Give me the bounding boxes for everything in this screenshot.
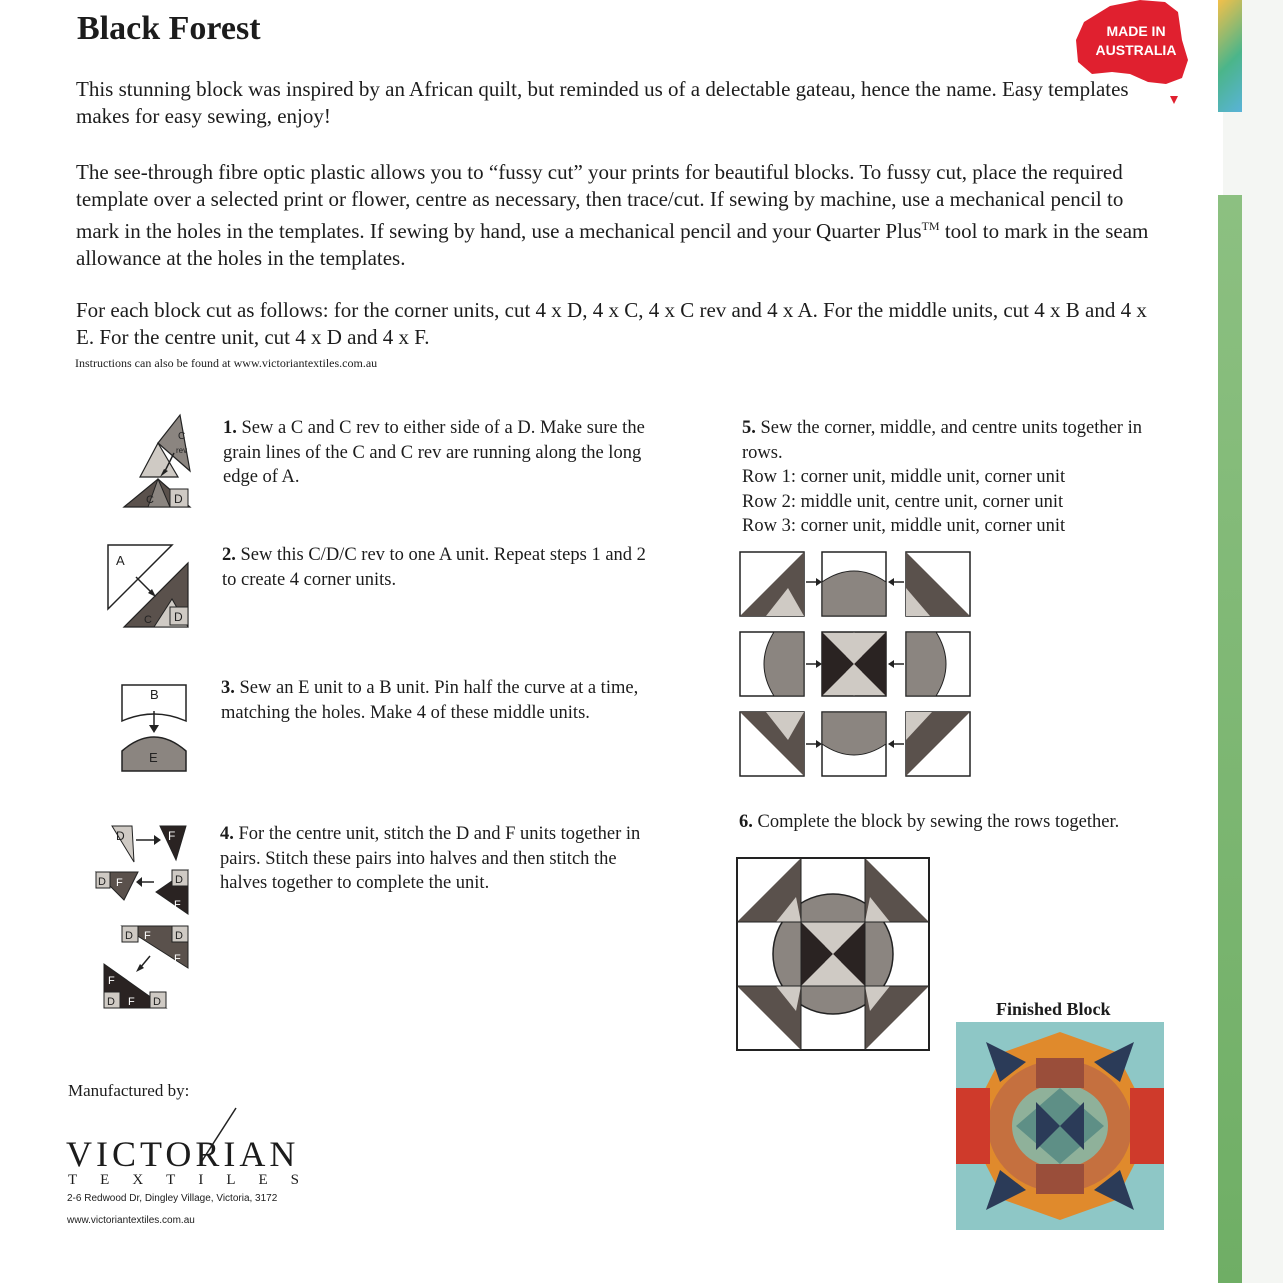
arrow-head-icon-r1b [888, 578, 894, 586]
intro-paragraph: This stunning block was inspired by an African quilt, but reminded us of a delectable gateau, hence the name. Easy templates makes for easy sewing, enjoy! [76, 77, 1129, 128]
step-4-diagram [94, 822, 194, 1014]
fussy-cut-paragraph [76, 159, 1156, 272]
middle-bottom-curve [822, 712, 886, 755]
step-5-number: 5. [742, 418, 756, 438]
arrow-head-icon-r3a [816, 740, 822, 748]
tasmania-icon [1170, 96, 1178, 104]
d-label: D [174, 492, 183, 506]
finished-block-photo [956, 1022, 1164, 1230]
step-1-diagram [118, 413, 198, 513]
cutting-paragraph: For each block cut as follows: for the corner units, cut 4 x D, 4 x C, 4 x C rev and 4 x A. For the middle units, cut 4 x B and 4 x E. For the centre unit, cut 4 x D and 4 x F. [76, 298, 1147, 349]
d-label-a: D [116, 829, 125, 843]
e-label: E [149, 750, 158, 765]
row-2 [740, 632, 970, 696]
badge-line2: AUSTRALIA [1095, 42, 1177, 58]
f-label-a: F [168, 829, 176, 843]
f-label-c: F [174, 899, 181, 911]
finished-block-caption: Finished Block [996, 999, 1111, 1019]
c-label-3: C [144, 614, 152, 626]
step-5 [742, 416, 1182, 539]
step-5-rows-diagram [736, 548, 976, 780]
step-6 [739, 810, 1189, 835]
step-6-block-diagram [736, 857, 932, 1053]
arrow-head-icon-r3b [888, 740, 894, 748]
step-1 [223, 416, 653, 490]
step-3-number: 3. [221, 678, 235, 698]
step-1-number: 1. [223, 418, 237, 438]
step-5-row-1: Row 1: corner unit, middle unit, corner unit [742, 467, 1066, 487]
step-4 [220, 822, 650, 896]
c-label-2: C [146, 494, 154, 506]
page-title: Black Forest [77, 10, 261, 47]
arrow-head-icon-r2a [816, 660, 822, 668]
step-3-text: Sew an E unit to a B unit. Pin half the curve at a time, matching the holes. Make 4 of these middle units. [221, 678, 639, 723]
b-label: B [150, 687, 159, 702]
badge-line1: MADE IN [1106, 23, 1166, 39]
f-label-d: F [144, 930, 151, 942]
website-note: Instructions can also be found at www.victoriantextiles.com.au [75, 356, 378, 370]
fussy-cut-text: The see-through fibre optic plastic allows you to “fussy cut” your prints for beautiful blocks. To fussy cut, place the required template over a selected print or flower, centre as necessary, then trace/cut. If sewing by machine, use a mechanical pencil to mark in the holes in the templates. If sewing by hand, use a mechanical pencil and your Quarter Plus [76, 160, 1124, 243]
middle-left-curve [764, 632, 804, 696]
manufactured-by-label: Manufactured by: [68, 1081, 190, 1100]
photo-brown-top [1036, 1058, 1084, 1088]
step-4-text: For the centre unit, stitch the D and F units together in pairs. Stitch these pairs into halves and then stitch the halves together to complete the unit. [220, 824, 641, 893]
arrow-head-icon-3 [149, 725, 159, 733]
d-label-2: D [174, 610, 183, 624]
manufacturer-address: 2-6 Redwood Dr, Dingley Village, Victoria, 3172 [67, 1193, 278, 1204]
step-2 [222, 543, 652, 592]
photo-red-right [1130, 1088, 1164, 1164]
step-2-diagram [106, 543, 198, 629]
d-label-g: D [153, 996, 161, 1008]
d-label-d: D [125, 930, 133, 942]
f-label-f: F [108, 975, 115, 987]
d-label-f: D [107, 996, 115, 1008]
step-3-diagram [120, 683, 190, 775]
step-5-row-2: Row 2: middle unit, centre unit, corner unit [742, 491, 1064, 512]
d-label-c: D [175, 874, 183, 886]
manufacturer-website: www.victoriantextiles.com.au [67, 1215, 195, 1226]
corner-color-strip [1218, 0, 1242, 112]
middle-top-curve [822, 571, 886, 616]
d-label-b: D [98, 876, 106, 888]
trademark-mark: TM [921, 219, 940, 233]
c-label: C [178, 431, 186, 442]
photo-red-left [956, 1088, 990, 1164]
step-1-text: Sew a C and C rev to either side of a D. Make sure the grain lines of the C and C rev are running along the long edge of A. [223, 418, 645, 487]
manufacturer-name: VICTORIAN [66, 1134, 300, 1174]
arrow-line-2 [136, 577, 152, 593]
fussy-cut-text-end: tool to mark in the seam allowance at the holes in the templates. [76, 219, 1149, 270]
d-label-e: D [175, 930, 183, 942]
step-3 [221, 676, 651, 725]
green-side-band [1218, 195, 1242, 1283]
photo-brown-bottom [1036, 1164, 1084, 1194]
row-1 [740, 552, 970, 616]
arrow-head-icon-4b [136, 877, 142, 887]
f-label-e: F [174, 953, 181, 965]
step-6-number: 6. [739, 812, 753, 832]
step-5-text: Sew the corner, middle, and centre units together in rows. [742, 418, 1142, 463]
f-label-b: F [116, 877, 123, 889]
step-5-row-3: Row 3: corner unit, middle unit, corner unit [742, 516, 1066, 536]
a-label: A [116, 553, 125, 568]
step-2-text: Sew this C/D/C rev to one A unit. Repeat steps 1 and 2 to create 4 corner units. [222, 545, 646, 590]
row-3 [740, 712, 970, 776]
step-6-text: Complete the block by sewing the rows together. [752, 812, 1120, 832]
arrow-head-icon-r2b [888, 660, 894, 668]
manufacturer-sub: TEXTILES [68, 1172, 322, 1188]
step-2-number: 2. [222, 545, 236, 565]
arrow-head-icon-r1a [816, 578, 822, 586]
rev-label: rev [176, 446, 188, 455]
f-label-g: F [128, 996, 135, 1008]
step-4-number: 4. [220, 824, 234, 844]
middle-right-curve [906, 632, 946, 696]
arrow-head-icon-4a [154, 835, 161, 845]
